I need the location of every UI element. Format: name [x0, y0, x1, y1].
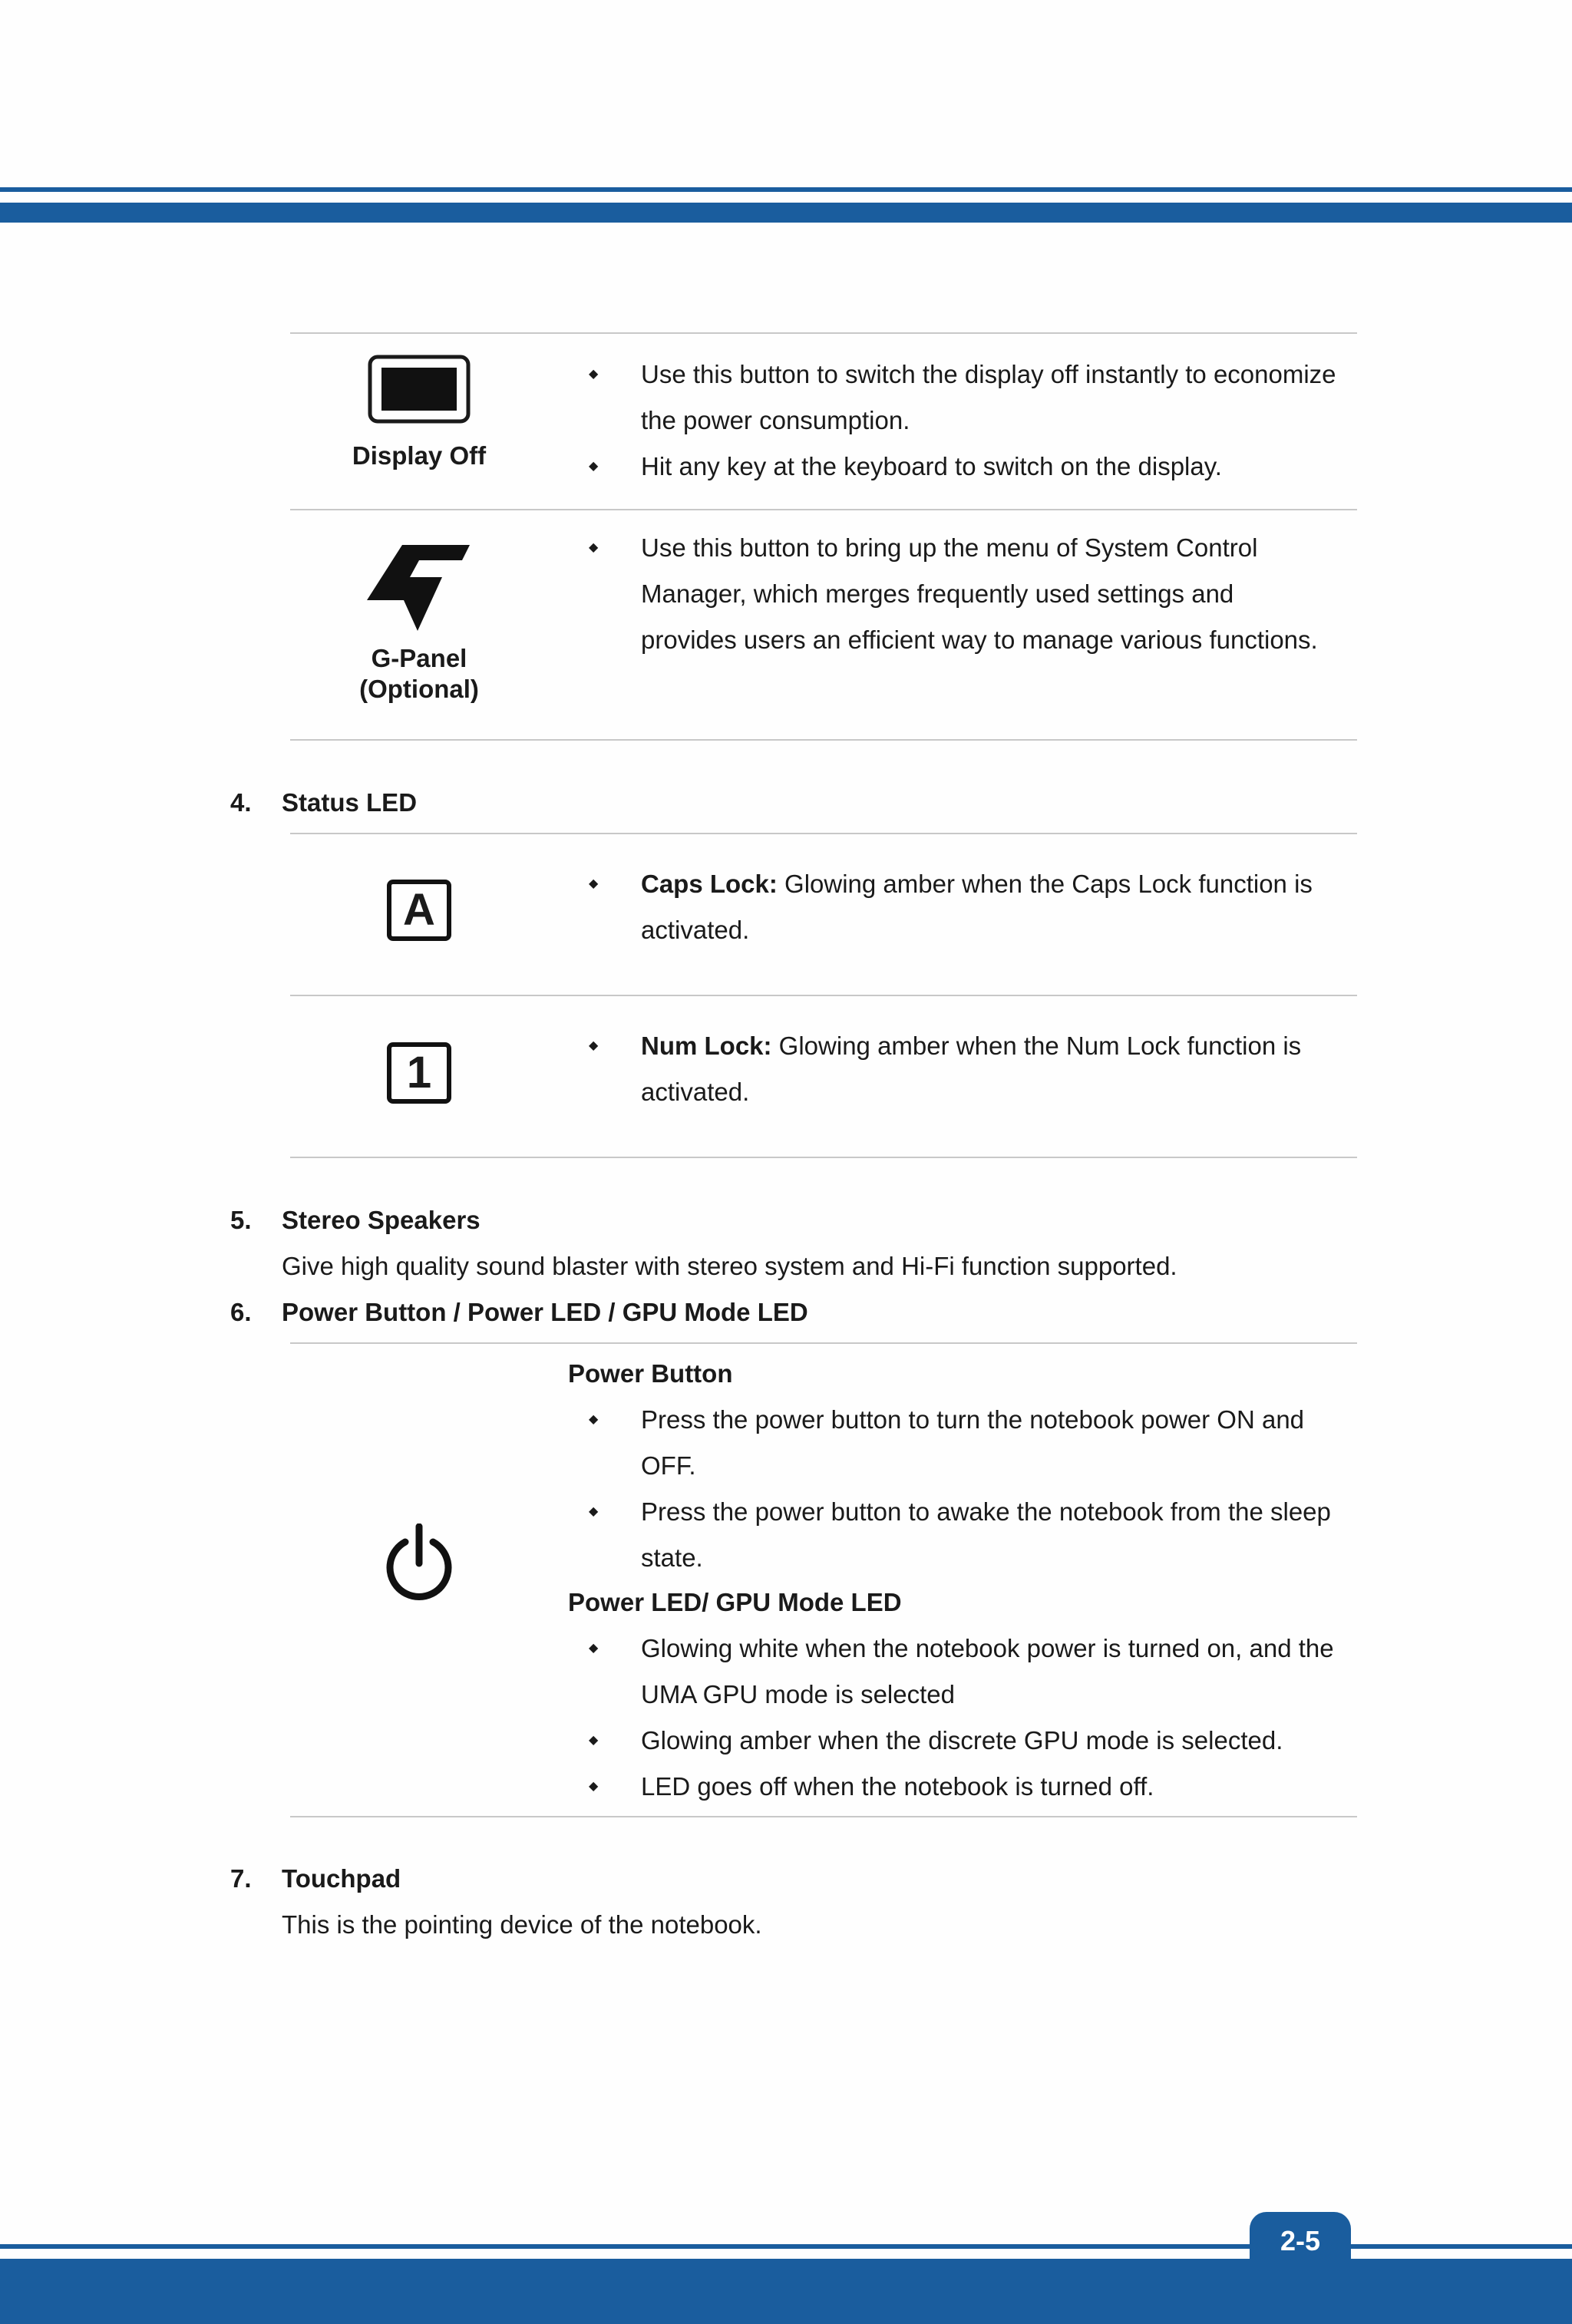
g-panel-cell: [290, 542, 548, 705]
table-rule: [290, 332, 1357, 334]
display-off-cell: [290, 355, 548, 471]
g-panel-label-optional: (Optional): [359, 675, 479, 703]
list-item: ◆ Hit any key at the keyboard to switch on the display.: [583, 444, 1351, 490]
display-off-icon: [368, 355, 471, 424]
table-rule: [290, 1816, 1357, 1817]
header-rule-thick: [0, 203, 1572, 223]
power-button-bullets: [583, 1397, 1351, 1581]
table-rule: [290, 833, 1357, 834]
table-rule: [290, 995, 1357, 996]
table-rule: [290, 739, 1357, 741]
g-panel-label: G-Panel: [371, 644, 467, 672]
table-rule: [290, 1342, 1357, 1344]
table-rule: [290, 509, 1357, 510]
list-item: ◆ Glowing white when the notebook power is turned on, and the UMA GPU mode is selected: [583, 1626, 1351, 1718]
list-item: ◆ Glowing amber when the discrete GPU mode is selected.: [583, 1718, 1351, 1764]
page-number: 2-5: [1250, 2212, 1351, 2270]
num-lock-bullets: [583, 1023, 1351, 1115]
g-panel-bullets: [583, 525, 1320, 663]
section-4-heading: 4. Status LED: [230, 788, 418, 817]
caps-lock-cell: [290, 880, 548, 941]
caps-lock-bullets: [583, 861, 1351, 953]
num-lock-cell: [290, 1042, 548, 1104]
power-button-heading: Power Button: [568, 1359, 733, 1388]
section-7-heading: 7. Touchpad: [230, 1864, 401, 1893]
list-item: ◆ LED goes off when the notebook is turned off.: [583, 1764, 1351, 1810]
section-6-heading: 6. Power Button / Power LED / GPU Mode LED: [230, 1298, 808, 1326]
g-panel-icon: [365, 542, 473, 634]
caps-lock-icon: A: [387, 880, 451, 941]
power-led-heading: Power LED/ GPU Mode LED: [568, 1588, 902, 1616]
list-item: ◆ Use this button to bring up the menu of System Control Manager, which merges frequently used settings and provides users an efficient way to manage various functions.: [583, 525, 1320, 663]
list-item: ◆ Use this button to switch the display off instantly to economize the power consumption.: [583, 352, 1351, 444]
table-rule: [290, 1157, 1357, 1158]
list-item: ◆ Press the power button to awake the notebook from the sleep state.: [583, 1489, 1351, 1581]
display-off-bullets: [583, 352, 1351, 490]
power-cell: [290, 1523, 548, 1600]
power-led-bullets: [583, 1626, 1351, 1810]
section-5-text: Give high quality sound blaster with stereo system and Hi-Fi function supported.: [282, 1252, 1177, 1280]
section-7-text: This is the pointing device of the notebook.: [282, 1910, 762, 1939]
list-item: ◆ Num Lock: Glowing amber when the Num Lock function is activated.: [583, 1023, 1351, 1115]
num-lock-icon: 1: [387, 1042, 451, 1104]
section-5-heading: 5. Stereo Speakers: [230, 1206, 481, 1234]
display-off-label: Display Off: [352, 441, 487, 470]
list-item: ◆ Press the power button to turn the notebook power ON and OFF.: [583, 1397, 1351, 1489]
header-rule-thin: [0, 187, 1572, 192]
power-icon: [382, 1523, 456, 1600]
list-item: ◆ Caps Lock: Glowing amber when the Caps Lock function is activated.: [583, 861, 1351, 953]
